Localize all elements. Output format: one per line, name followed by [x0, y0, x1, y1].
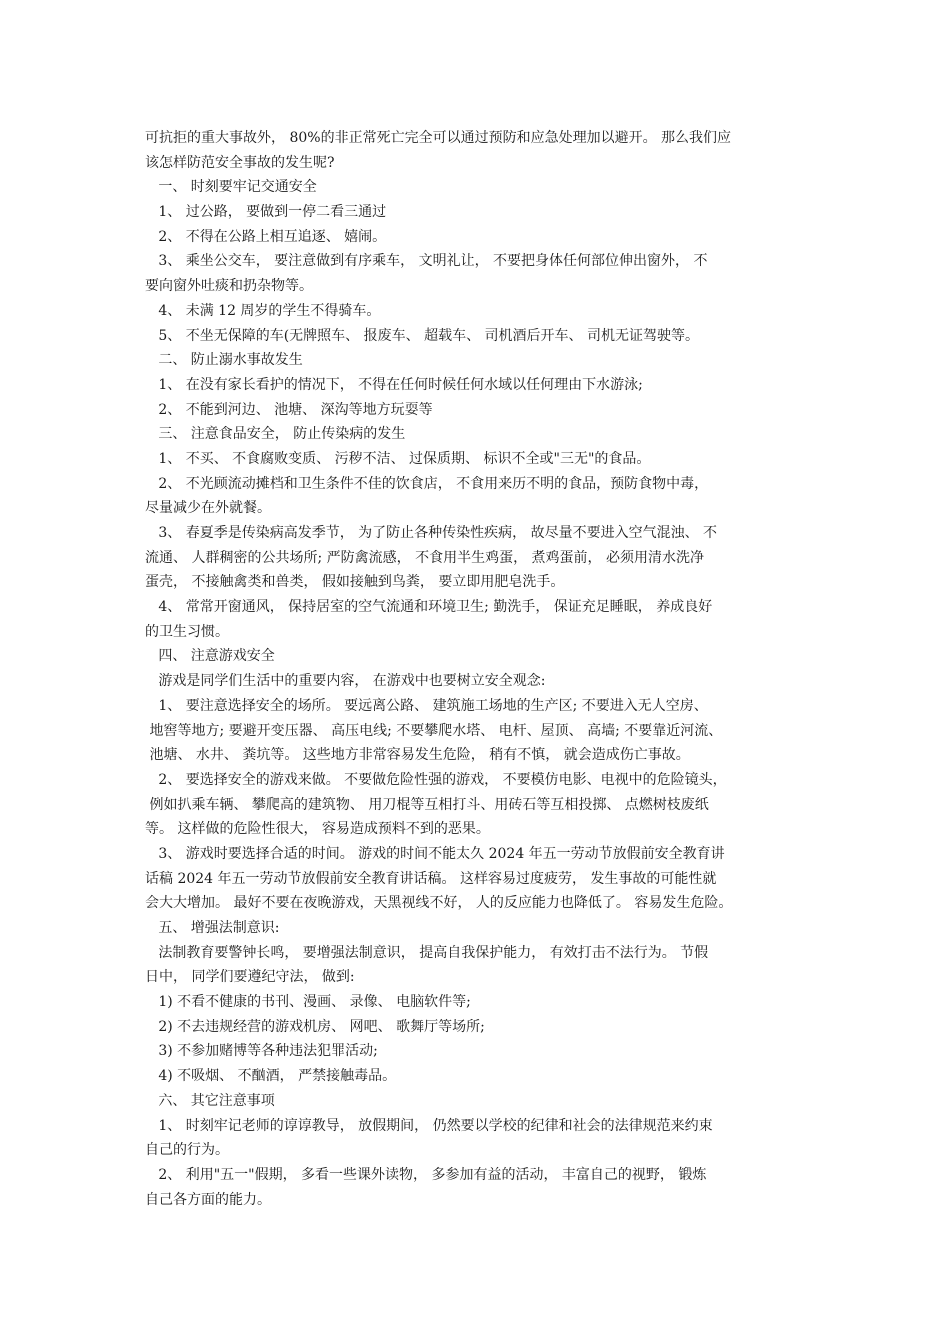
text-line: 自己各方面的能力。: [145, 1191, 271, 1208]
text-line: 3、 游戏时要选择合适的时间。 游戏的时间不能太久 2024 年五一劳动节放假前安全教育讲: [145, 845, 725, 862]
text-line: 尽量减少在外就餐。: [145, 500, 271, 517]
text-line: 一、 时刻要牢记交通安全: [145, 179, 317, 196]
text-line: 2、 利用"五一"假期， 多看一些课外读物， 多参加有益的活动， 丰富自己的视野， 锻炼: [145, 1166, 707, 1183]
text-line: 要向窗外吐痰和扔杂物等。: [145, 278, 313, 295]
text-line: 日中， 同学们要遵纪守法， 做到:: [145, 969, 355, 986]
text-line: 1、 要注意选择安全的场所。 要远离公路、 建筑施工场地的生产区; 不要进入无人空房、: [145, 697, 708, 714]
text-line: 2、 要选择安全的游戏来做。 不要做危险性强的游戏， 不要模仿电影、电视中的危险镜头，: [145, 771, 727, 788]
text-line: 4、 未满 12 周岁的学生不得骑车。: [145, 302, 381, 319]
text-line: 蛋壳， 不接触禽类和兽类， 假如接触到鸟粪， 要立即用肥皂洗手。: [145, 574, 565, 591]
text-line: 二、 防止溺水事故发生: [145, 352, 303, 369]
text-line: 3) 不参加赌博等各种违法犯罪活动;: [145, 1043, 378, 1060]
text-line: 3、 春夏季是传染病高发季节， 为了防止各种传染性疾病， 故尽量不要进入空气混浊、 不: [145, 525, 718, 541]
text-line: 4) 不吸烟、 不酗酒， 严禁接触毒品。: [145, 1068, 397, 1085]
text-line: 1、 在没有家长看护的情况下， 不得在任何时候任何水域以任何理由下水游泳;: [145, 376, 643, 393]
text-line: 2、 不能到河边、 池塘、 深沟等地方玩耍等: [145, 401, 433, 418]
text-line: 5、 不坐无保障的车(无牌照车、 报废车、 超载车、 司机酒后开车、 司机无证驾驶等。: [145, 327, 699, 344]
text-line: 1、 过公路， 要做到一停二看三通过: [145, 204, 387, 221]
text-line: 流通、 人群稠密的公共场所; 严防禽流感， 不食用半生鸡蛋， 煮鸡蛋前， 必须用清水洗净: [145, 549, 704, 566]
text-line: 该怎样防范安全事故的发生呢?: [145, 154, 335, 171]
text-line: 五、 增强法制意识:: [145, 920, 280, 936]
text-line: 2) 不去违规经营的游戏机房、 网吧、 歌舞厅等场所;: [145, 1018, 485, 1035]
text-line: 可抗拒的重大事故外， 80%的非正常死亡完全可以通过预防和应急处理加以避开。 那么我们应: [145, 130, 732, 146]
text-line: 等。 这样做的危险性很大， 容易造成预料不到的恶果。: [145, 821, 490, 838]
text-line: 池塘、 水井、 粪坑等。 这些地方非常容易发生危险， 稍有不慎， 就会造成伤亡事故。: [145, 747, 690, 764]
text-line: 1) 不看不健康的书刊、漫画、 录像、 电脑软件等;: [145, 994, 471, 1011]
text-line: 法制教育要警钟长鸣， 要增强法制意识， 提高自我保护能力， 有效打击不法行为。 节假: [145, 944, 709, 961]
text-line: 三、 注意食品安全， 防止传染病的发生: [145, 426, 406, 443]
text-line: 2、 不得在公路上相互追逐、 嬉闹。: [145, 228, 387, 245]
text-line: 六、 其它注意事项: [145, 1092, 275, 1109]
document-body: [145, 126, 825, 1212]
text-line: 会大大增加。 最好不要在夜晚游戏，天黑视线不好， 人的反应能力也降低了。 容易发生危险。: [145, 895, 733, 912]
text-line: 自己的行为。: [145, 1142, 229, 1159]
text-line: 四、 注意游戏安全: [145, 648, 275, 665]
text-line: 4、 常常开窗通风， 保持居室的空气流通和环境卫生; 勤洗手， 保证充足睡眠， 养成良好: [145, 599, 713, 616]
text-line: 1、 不买、 不食腐败变质、 污秽不洁、 过保质期、 标识不全或"三无"的食品。: [145, 450, 651, 467]
text-line: 游戏是同学们生活中的重要内容， 在游戏中也要树立安全观念:: [145, 673, 546, 690]
text-line: 例如扒乘车辆、 攀爬高的建筑物、 用刀棍等互相打斗、用砖石等互相投掷、 点燃树枝废纸: [145, 796, 709, 813]
text-line: 的卫生习惯。: [145, 623, 229, 640]
text-line: 2、 不光顾流动摊档和卫生条件不佳的饮食店， 不食用来历不明的食品，预防食物中毒，: [145, 475, 709, 492]
text-line: 地窖等地方; 要避开变压器、 高压电线; 不要攀爬水塔、 电杆、屋顶、 高墙; 不要靠近河流、: [145, 722, 723, 739]
text-line: 话稿 2024 年五一劳动节放假前安全教育讲话稿。 这样容易过度疲劳， 发生事故的可能性就: [145, 870, 717, 887]
text-line: 1、 时刻牢记老师的谆谆教导， 放假期间， 仍然要以学校的纪律和社会的法律规范来约束: [145, 1117, 713, 1134]
text-line: 3、 乘坐公交车， 要注意做到有序乘车， 文明礼让， 不要把身体任何部位伸出窗外， 不: [145, 253, 708, 270]
